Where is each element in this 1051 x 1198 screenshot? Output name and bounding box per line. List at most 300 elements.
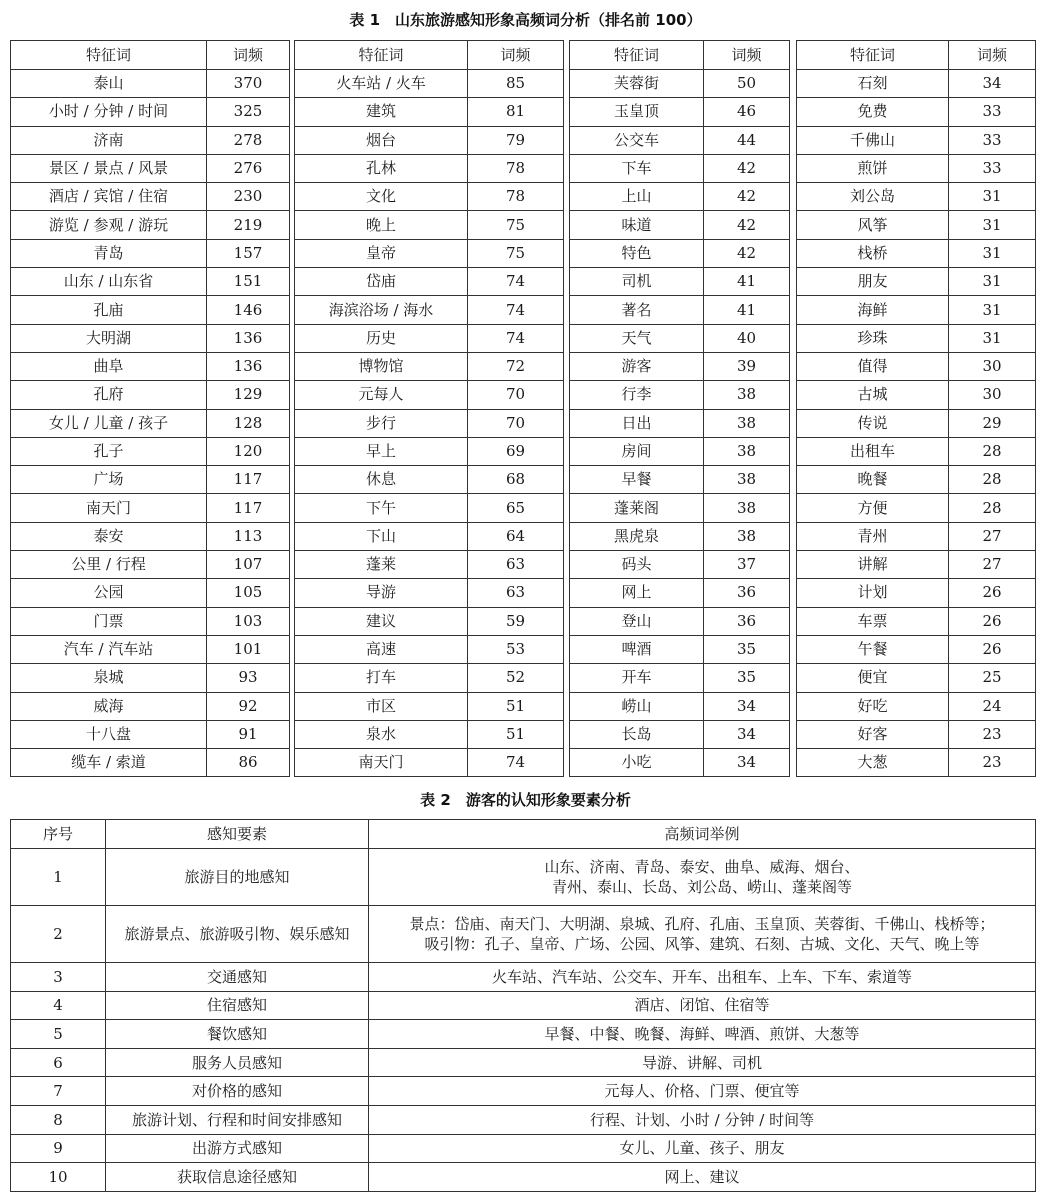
feature-word-cell: 小时 / 分钟 / 时间 [11, 98, 207, 126]
table2-row [11, 1163, 1036, 1192]
index-cell: 7 [11, 1077, 106, 1106]
frequency-cell: 92 [207, 692, 290, 720]
frequency-cell: 52 [468, 664, 564, 692]
table2-row [11, 1105, 1036, 1134]
feature-word-cell: 下车 [570, 154, 704, 182]
table1-row [797, 466, 1036, 494]
feature-word-cell: 文化 [295, 183, 468, 211]
frequency-cell: 117 [207, 466, 290, 494]
table1-row [797, 692, 1036, 720]
index-cell: 1 [11, 849, 106, 906]
feature-word-cell: 休息 [295, 466, 468, 494]
frequency-cell: 117 [207, 494, 290, 522]
table1-row [797, 70, 1036, 98]
perception-element-cell: 旅游景点、旅游吸引物、娱乐感知 [106, 906, 369, 963]
feature-word-cell: 泰安 [11, 522, 207, 550]
header-feature-word: 特征词 [570, 41, 704, 70]
table1-row [797, 98, 1036, 126]
table2-header-row [11, 820, 1036, 849]
feature-word-cell: 崂山 [570, 692, 704, 720]
feature-word-cell: 栈桥 [797, 239, 949, 267]
feature-word-cell: 皇帝 [295, 239, 468, 267]
table1-header-row [295, 41, 564, 70]
frequency-cell: 136 [207, 352, 290, 380]
frequency-cell: 38 [704, 466, 790, 494]
frequency-cell: 93 [207, 664, 290, 692]
frequency-cell: 63 [468, 579, 564, 607]
table1-row [570, 268, 790, 296]
examples-line: 吸引物：孔子、皇帝、广场、公园、风筝、建筑、石刻、古城、文化、天气、晚上等 [424, 935, 980, 953]
frequency-cell: 79 [468, 126, 564, 154]
table1-row [797, 664, 1036, 692]
feature-word-cell: 味道 [570, 211, 704, 239]
feature-word-cell: 煎饼 [797, 154, 949, 182]
table1-row [570, 466, 790, 494]
table1-row [797, 607, 1036, 635]
frequency-cell: 38 [704, 381, 790, 409]
feature-word-cell: 古城 [797, 381, 949, 409]
header-frequency: 词频 [949, 41, 1036, 70]
header-examples: 高频词举例 [369, 820, 1036, 849]
feature-word-cell: 刘公岛 [797, 183, 949, 211]
table1-row [797, 635, 1036, 663]
feature-word-cell: 游览 / 参观 / 游玩 [11, 211, 207, 239]
table1-row [797, 268, 1036, 296]
table2-row [11, 1020, 1036, 1049]
feature-word-cell: 广场 [11, 466, 207, 494]
feature-word-cell: 下午 [295, 494, 468, 522]
feature-word-cell: 蓬莱阁 [570, 494, 704, 522]
frequency-cell: 38 [704, 522, 790, 550]
frequency-cell: 120 [207, 437, 290, 465]
feature-word-cell: 孔府 [11, 381, 207, 409]
perception-element-cell: 住宿感知 [106, 991, 369, 1020]
frequency-cell: 69 [468, 437, 564, 465]
frequency-cell: 103 [207, 607, 290, 635]
feature-word-cell: 泰山 [11, 70, 207, 98]
frequency-cell: 27 [949, 551, 1036, 579]
table1-row [570, 635, 790, 663]
feature-word-cell: 天气 [570, 324, 704, 352]
frequency-cell: 31 [949, 296, 1036, 324]
feature-word-cell: 特色 [570, 239, 704, 267]
frequency-cell: 26 [949, 607, 1036, 635]
table1-row [295, 409, 564, 437]
feature-word-cell: 码头 [570, 551, 704, 579]
table1-row [11, 183, 290, 211]
feature-word-cell: 出租车 [797, 437, 949, 465]
frequency-cell: 28 [949, 437, 1036, 465]
feature-word-cell: 珍珠 [797, 324, 949, 352]
frequency-cell: 75 [468, 211, 564, 239]
table1-row [295, 579, 564, 607]
header-frequency: 词频 [207, 41, 290, 70]
frequency-cell: 25 [949, 664, 1036, 692]
frequency-cell: 68 [468, 466, 564, 494]
frequency-cell: 30 [949, 352, 1036, 380]
feature-word-cell: 千佛山 [797, 126, 949, 154]
frequency-cell: 31 [949, 324, 1036, 352]
table1-row [570, 98, 790, 126]
examples-line: 女儿、儿童、孩子、朋友 [619, 1139, 785, 1158]
feature-word-cell: 缆车 / 索道 [11, 749, 207, 777]
table1-row [797, 296, 1036, 324]
feature-word-cell: 风筝 [797, 211, 949, 239]
table1-row [11, 692, 290, 720]
table1-row [295, 551, 564, 579]
frequency-cell: 34 [949, 70, 1036, 98]
index-cell: 9 [11, 1134, 106, 1163]
table1-row [570, 352, 790, 380]
feature-word-cell: 传说 [797, 409, 949, 437]
frequency-cell: 38 [704, 409, 790, 437]
examples-line: 山东、济南、青岛、泰安、曲阜、威海、烟台、 [544, 858, 860, 876]
perception-element-cell: 旅游目的地感知 [106, 849, 369, 906]
table1-row [11, 720, 290, 748]
frequency-cell: 146 [207, 296, 290, 324]
frequency-cell: 42 [704, 211, 790, 239]
frequency-cell: 31 [949, 268, 1036, 296]
feature-word-cell: 岱庙 [295, 268, 468, 296]
feature-word-cell: 元每人 [295, 381, 468, 409]
table1-row [570, 692, 790, 720]
feature-word-cell: 房间 [570, 437, 704, 465]
table1-row [570, 607, 790, 635]
feature-word-cell: 早餐 [570, 466, 704, 494]
table1-row [11, 409, 290, 437]
header-feature-word: 特征词 [11, 41, 207, 70]
table1-row [11, 239, 290, 267]
frequency-cell: 33 [949, 154, 1036, 182]
feature-word-cell: 司机 [570, 268, 704, 296]
feature-word-cell: 上山 [570, 183, 704, 211]
feature-word-cell: 火车站 / 火车 [295, 70, 468, 98]
table1-row [11, 579, 290, 607]
table1-row [570, 183, 790, 211]
frequency-cell: 42 [704, 239, 790, 267]
feature-word-cell: 网上 [570, 579, 704, 607]
table1-row [11, 352, 290, 380]
feature-word-cell: 建议 [295, 607, 468, 635]
frequency-cell: 33 [949, 126, 1036, 154]
table2-row [11, 1077, 1036, 1106]
table1-row [570, 749, 790, 777]
table1-row [295, 607, 564, 635]
index-cell: 3 [11, 963, 106, 992]
index-cell: 8 [11, 1105, 106, 1134]
frequency-cell: 38 [704, 494, 790, 522]
table1-row [11, 635, 290, 663]
feature-word-cell: 大葱 [797, 749, 949, 777]
feature-word-cell: 开车 [570, 664, 704, 692]
frequency-cell: 101 [207, 635, 290, 663]
feature-word-cell: 市区 [295, 692, 468, 720]
table1-row [295, 381, 564, 409]
feature-word-cell: 大明湖 [11, 324, 207, 352]
frequency-cell: 26 [949, 635, 1036, 663]
feature-word-cell: 好吃 [797, 692, 949, 720]
frequency-cell: 23 [949, 720, 1036, 748]
frequency-cell: 136 [207, 324, 290, 352]
frequency-cell: 219 [207, 211, 290, 239]
feature-word-cell: 著名 [570, 296, 704, 324]
feature-word-cell: 午餐 [797, 635, 949, 663]
feature-word-cell: 泉城 [11, 664, 207, 692]
header-index: 序号 [11, 820, 106, 849]
table2-caption: 表 2 游客的认知形象要素分析 [420, 791, 631, 809]
table1-row [295, 522, 564, 550]
feature-word-cell: 好客 [797, 720, 949, 748]
feature-word-cell: 烟台 [295, 126, 468, 154]
feature-word-cell: 车票 [797, 607, 949, 635]
feature-word-cell: 威海 [11, 692, 207, 720]
frequency-cell: 151 [207, 268, 290, 296]
index-cell: 5 [11, 1020, 106, 1049]
feature-word-cell: 长岛 [570, 720, 704, 748]
examples-line: 行程、计划、小时 / 分钟 / 时间等 [589, 1110, 815, 1129]
examples-cell [369, 1105, 1036, 1134]
frequency-cell: 42 [704, 183, 790, 211]
table1-row [11, 522, 290, 550]
index-cell: 6 [11, 1048, 106, 1077]
header-frequency: 词频 [704, 41, 790, 70]
frequency-cell: 86 [207, 749, 290, 777]
feature-word-cell: 下山 [295, 522, 468, 550]
feature-word-cell: 历史 [295, 324, 468, 352]
feature-word-cell: 曲阜 [11, 352, 207, 380]
table1-row [797, 551, 1036, 579]
table1-header-row [797, 41, 1036, 70]
table1-row [11, 607, 290, 635]
index-cell: 4 [11, 991, 106, 1020]
examples-cell [369, 1134, 1036, 1163]
table1-row [797, 409, 1036, 437]
frequency-cell: 81 [468, 98, 564, 126]
frequency-cell: 70 [468, 381, 564, 409]
table1-row [570, 239, 790, 267]
feature-word-cell: 免费 [797, 98, 949, 126]
header-feature-word: 特征词 [797, 41, 949, 70]
frequency-cell: 75 [468, 239, 564, 267]
table1-block-4 [796, 40, 1036, 777]
table1-row [797, 183, 1036, 211]
frequency-cell: 35 [704, 664, 790, 692]
frequency-cell: 29 [949, 409, 1036, 437]
header-frequency: 词频 [468, 41, 564, 70]
frequency-cell: 41 [704, 268, 790, 296]
frequency-cell: 74 [468, 296, 564, 324]
perception-element-cell: 服务人员感知 [106, 1048, 369, 1077]
feature-word-cell: 打车 [295, 664, 468, 692]
examples-cell [369, 1020, 1036, 1049]
feature-word-cell: 山东 / 山东省 [11, 268, 207, 296]
examples-line: 网上、建议 [664, 1167, 740, 1186]
table1-row [295, 692, 564, 720]
table1-row [295, 268, 564, 296]
feature-word-cell: 济南 [11, 126, 207, 154]
perception-element-cell: 获取信息途径感知 [106, 1163, 369, 1192]
feature-word-cell: 孔子 [11, 437, 207, 465]
feature-word-cell: 晚餐 [797, 466, 949, 494]
table1-row [295, 183, 564, 211]
feature-word-cell: 博物馆 [295, 352, 468, 380]
frequency-cell: 35 [704, 635, 790, 663]
feature-word-cell: 蓬莱 [295, 551, 468, 579]
feature-word-cell: 黑虎泉 [570, 522, 704, 550]
table1-row [570, 437, 790, 465]
table1-row [11, 211, 290, 239]
perception-element-cell: 旅游计划、行程和时间安排感知 [106, 1105, 369, 1134]
table1-row [295, 296, 564, 324]
table1-row [295, 211, 564, 239]
perception-element-cell: 交通感知 [106, 963, 369, 992]
frequency-cell: 31 [949, 211, 1036, 239]
table2-row [11, 1134, 1036, 1163]
table1-row [797, 381, 1036, 409]
frequency-cell: 24 [949, 692, 1036, 720]
table1-row [570, 409, 790, 437]
frequency-cell: 36 [704, 579, 790, 607]
feature-word-cell: 小吃 [570, 749, 704, 777]
examples-line: 酒店、闭馆、住宿等 [634, 996, 770, 1015]
table1-row [295, 70, 564, 98]
frequency-cell: 91 [207, 720, 290, 748]
table1-row [797, 126, 1036, 154]
frequency-cell: 23 [949, 749, 1036, 777]
frequency-cell: 26 [949, 579, 1036, 607]
frequency-cell: 34 [704, 692, 790, 720]
table1-block-1 [10, 40, 290, 777]
feature-word-cell: 公交车 [570, 126, 704, 154]
frequency-cell: 30 [949, 381, 1036, 409]
frequency-cell: 46 [704, 98, 790, 126]
examples-line: 青州、泰山、长岛、刘公岛、崂山、蓬莱阁等 [551, 878, 852, 896]
table1-row [11, 494, 290, 522]
frequency-cell: 31 [949, 239, 1036, 267]
frequency-cell: 278 [207, 126, 290, 154]
table1-row [295, 494, 564, 522]
frequency-cell: 74 [468, 268, 564, 296]
table1-row [295, 466, 564, 494]
feature-word-cell: 朋友 [797, 268, 949, 296]
table1-row [797, 239, 1036, 267]
table2-row [11, 963, 1036, 992]
frequency-cell: 85 [468, 70, 564, 98]
table1-row [570, 126, 790, 154]
frequency-cell: 105 [207, 579, 290, 607]
table1-row [570, 579, 790, 607]
frequency-cell: 37 [704, 551, 790, 579]
table1-row [570, 154, 790, 182]
table1-row [11, 98, 290, 126]
frequency-cell: 53 [468, 635, 564, 663]
table1-row [797, 211, 1036, 239]
table1-row [295, 324, 564, 352]
feature-word-cell: 公园 [11, 579, 207, 607]
feature-word-cell: 孔林 [295, 154, 468, 182]
frequency-cell: 325 [207, 98, 290, 126]
frequency-cell: 65 [468, 494, 564, 522]
table1-row [11, 749, 290, 777]
frequency-cell: 44 [704, 126, 790, 154]
table1-row [295, 437, 564, 465]
frequency-cell: 27 [949, 522, 1036, 550]
feature-word-cell: 方便 [797, 494, 949, 522]
frequency-cell: 64 [468, 522, 564, 550]
perception-element-cell: 对价格的感知 [106, 1077, 369, 1106]
feature-word-cell: 讲解 [797, 551, 949, 579]
table1-row [295, 664, 564, 692]
examples-line: 元每人、价格、门票、便宜等 [604, 1082, 800, 1101]
feature-word-cell: 晚上 [295, 211, 468, 239]
table1-row [570, 494, 790, 522]
table1-row [11, 324, 290, 352]
frequency-cell: 63 [468, 551, 564, 579]
frequency-cell: 74 [468, 324, 564, 352]
frequency-cell: 72 [468, 352, 564, 380]
examples-line: 导游、讲解、司机 [641, 1053, 762, 1072]
frequency-cell: 34 [704, 720, 790, 748]
frequency-cell: 36 [704, 607, 790, 635]
feature-word-cell: 青州 [797, 522, 949, 550]
feature-word-cell: 南天门 [11, 494, 207, 522]
feature-word-cell: 青岛 [11, 239, 207, 267]
examples-cell [369, 1077, 1036, 1106]
examples-cell [369, 1048, 1036, 1077]
feature-word-cell: 汽车 / 汽车站 [11, 635, 207, 663]
examples-cell [369, 991, 1036, 1020]
table2 [10, 819, 1036, 1192]
table1-block-3 [569, 40, 790, 777]
frequency-cell: 78 [468, 183, 564, 211]
table2-row [11, 906, 1036, 963]
examples-cell [369, 963, 1036, 992]
table1-row [797, 154, 1036, 182]
frequency-cell: 33 [949, 98, 1036, 126]
frequency-cell: 31 [949, 183, 1036, 211]
examples-line: 早餐、中餐、晚餐、海鲜、啤酒、煎饼、大葱等 [544, 1024, 860, 1043]
frequency-cell: 70 [468, 409, 564, 437]
table1-row [570, 522, 790, 550]
feature-word-cell: 日出 [570, 409, 704, 437]
feature-word-cell: 计划 [797, 579, 949, 607]
table1-row [11, 268, 290, 296]
feature-word-cell: 景区 / 景点 / 风景 [11, 154, 207, 182]
table1-row [11, 154, 290, 182]
table1-row [11, 296, 290, 324]
feature-word-cell: 海鲜 [797, 296, 949, 324]
table1-row [295, 239, 564, 267]
feature-word-cell: 十八盘 [11, 720, 207, 748]
table1-row [797, 352, 1036, 380]
table1-row [295, 720, 564, 748]
table1-row [797, 522, 1036, 550]
examples-cell [369, 1163, 1036, 1192]
frequency-cell: 128 [207, 409, 290, 437]
table1-row [797, 324, 1036, 352]
frequency-cell: 59 [468, 607, 564, 635]
frequency-cell: 113 [207, 522, 290, 550]
table1-row [11, 437, 290, 465]
frequency-cell: 50 [704, 70, 790, 98]
frequency-cell: 276 [207, 154, 290, 182]
feature-word-cell: 南天门 [295, 749, 468, 777]
feature-word-cell: 登山 [570, 607, 704, 635]
table1-row [570, 551, 790, 579]
table1-row [11, 551, 290, 579]
feature-word-cell: 步行 [295, 409, 468, 437]
table1-block-2 [294, 40, 564, 777]
